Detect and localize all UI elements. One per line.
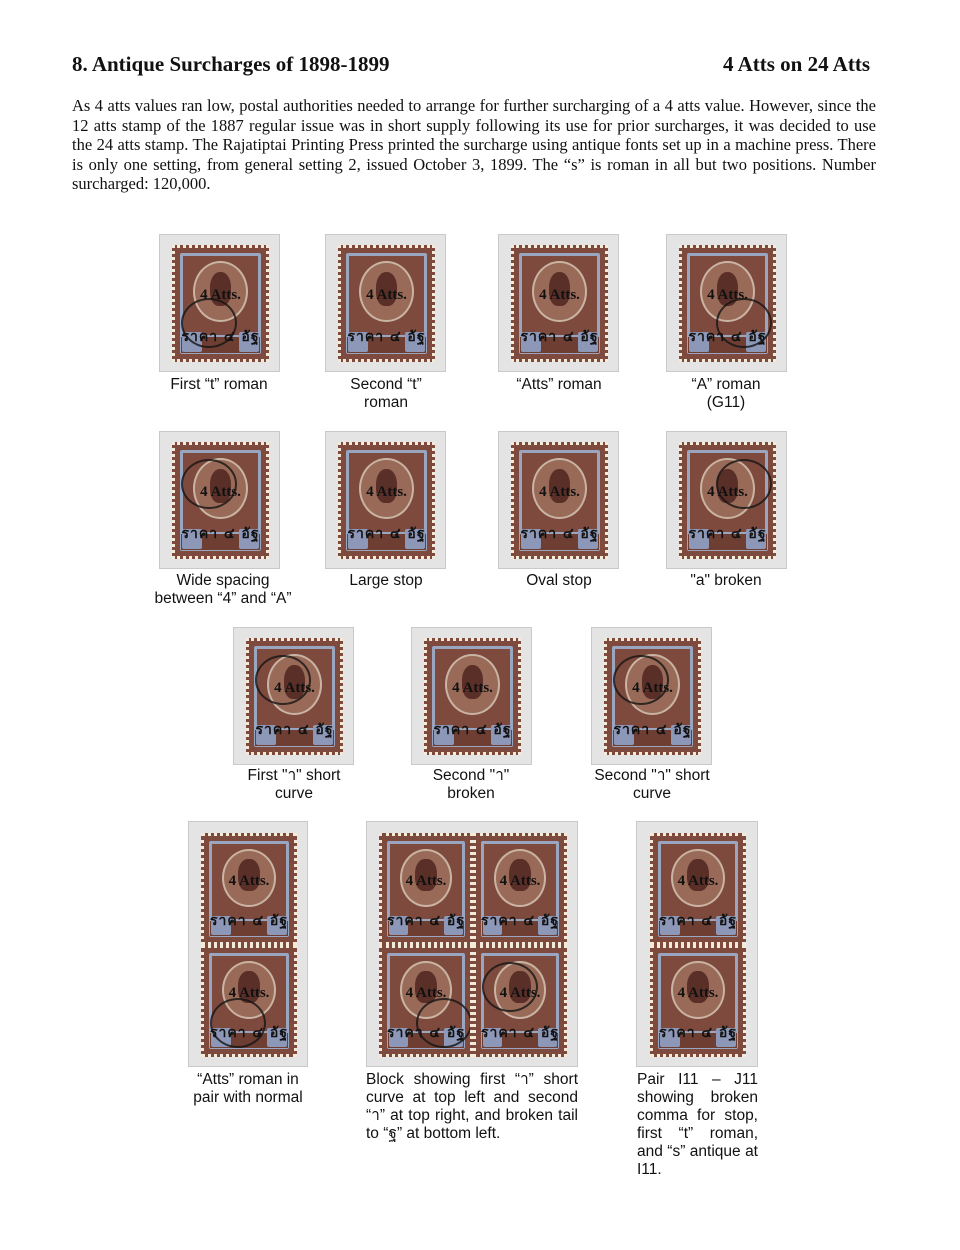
caption: Second “t” roman: [350, 376, 422, 411]
surcharge-overprint: 4 Atts.: [499, 873, 541, 890]
stamp: [473, 833, 567, 945]
stamp-mount: [411, 627, 532, 765]
postmark: [716, 459, 772, 509]
stamp: [172, 245, 269, 362]
surcharge-overprint: 4 Atts.: [405, 873, 447, 890]
surcharge-overprint: 4 Atts.: [539, 286, 580, 303]
stamp: [679, 245, 776, 362]
caption: Large stop: [349, 572, 423, 589]
caption: "a" broken: [690, 572, 762, 589]
stamp: [201, 945, 297, 1057]
stamp: [379, 945, 473, 1057]
thai-value-overprint: ราคา ๔ อัฐ: [520, 525, 599, 542]
thai-value-overprint: ราคา ๔ อัฐ: [658, 913, 738, 930]
stamp: [338, 245, 435, 362]
stamp-mount: [666, 431, 787, 569]
thai-value-overprint: ราคา ๔ อัฐ: [386, 913, 466, 930]
stamp: [338, 442, 435, 559]
postmark: [416, 998, 472, 1048]
thai-value-overprint: ราคา ๔ อัฐ: [480, 1025, 560, 1042]
surcharge-overprint: 4 Atts.: [200, 483, 241, 500]
caption: First "า" short curve: [247, 767, 341, 802]
stamp-mount: [591, 627, 712, 765]
stamp-pair-mount: [188, 821, 308, 1067]
stamp-mount: [159, 431, 280, 569]
stamp: [679, 442, 776, 559]
caption: Second "า" broken: [432, 767, 510, 802]
thai-value-overprint: ราคา ๔ อัฐ: [658, 1025, 738, 1042]
postmark: [716, 298, 772, 348]
surcharge-overprint: 4 Atts.: [677, 985, 719, 1002]
caption: Block showing first “า” short curve at top left and second “า” at top right, and broken tail to “ฐ” at bottom left.: [366, 1071, 578, 1142]
thai-value-overprint: ราคา ๔ อัฐ: [181, 328, 260, 345]
surcharge-overprint: 4 Atts.: [366, 286, 407, 303]
surcharge-overprint: 4 Atts.: [452, 679, 493, 696]
stamp-mount: [666, 234, 787, 372]
surcharge-overprint: 4 Atts.: [366, 483, 407, 500]
stamp-mount: [325, 431, 446, 569]
postmark: [210, 998, 266, 1048]
caption: First “t” roman: [170, 376, 268, 393]
caption: “A” roman (G11): [691, 376, 761, 411]
thai-value-overprint: ราคา ๔ อัฐ: [688, 328, 767, 345]
thai-value-overprint: ราคา ๔ อัฐ: [688, 525, 767, 542]
stamp: [172, 442, 269, 559]
stamp: [201, 833, 297, 945]
stamp-mount: [233, 627, 354, 765]
stamp: [511, 245, 608, 362]
stamp: [246, 638, 343, 755]
postmark: [482, 962, 538, 1012]
thai-value-overprint: ราคา ๔ อัฐ: [209, 913, 289, 930]
stamp: [650, 945, 746, 1057]
thai-value-overprint: ราคา ๔ อัฐ: [181, 525, 260, 542]
caption: “Atts” roman: [516, 376, 602, 393]
surcharge-overprint: 4 Atts.: [228, 873, 270, 890]
stamp-mount: [498, 431, 619, 569]
thai-value-overprint: ราคา ๔ อัฐ: [520, 328, 599, 345]
caption: Pair I11 – J11 showing broken comma for stop, first “t” roman, and “s” antique at I11.: [637, 1071, 758, 1178]
stamp: [379, 833, 473, 945]
caption: Oval stop: [526, 572, 592, 589]
thai-value-overprint: ราคา ๔ อัฐ: [386, 1025, 466, 1042]
stamp-block-mount: [366, 821, 578, 1067]
thai-value-overprint: ราคา ๔ อัฐ: [209, 1025, 289, 1042]
thai-value-overprint: ราคา ๔ อัฐ: [613, 721, 692, 738]
surcharge-overprint: 4 Atts.: [499, 985, 541, 1002]
stamp-mount: [325, 234, 446, 372]
postmark: [181, 298, 237, 348]
surcharge-overprint: 4 Atts.: [200, 286, 241, 303]
issue-title: 4 Atts on 24 Atts: [722, 52, 870, 76]
caption: “Atts” roman in pair with normal: [193, 1071, 303, 1106]
intro-paragraph: As 4 atts values ran low, postal authorities needed to arrange for further surcharging of a 4 atts value. However, since the 12 atts stamp of the 1887 regular issue was in short supply following its use for prior surcharges, it was decided to use the 24 atts stamp. The Rajatiptai Printing Press printed the surcharge using antique fonts set up in a machine press. There is only one setting, from general setting 2, issued October 3, 1899. The “s” is roman in all but two positions. Number surcharged: 120,000.: [72, 96, 876, 193]
surcharge-overprint: 4 Atts.: [677, 873, 719, 890]
stamp: [473, 945, 567, 1057]
surcharge-overprint: 4 Atts.: [707, 483, 748, 500]
section-title: 8. Antique Surcharges of 1898-1899: [72, 52, 390, 76]
thai-value-overprint: ราคา ๔ อัฐ: [433, 721, 512, 738]
caption: Wide spacing between “4” and “A”: [154, 572, 292, 607]
stamp-mount: [498, 234, 619, 372]
surcharge-overprint: 4 Atts.: [539, 483, 580, 500]
postmark: [255, 655, 311, 705]
surcharge-overprint: 4 Atts.: [405, 985, 447, 1002]
surcharge-overprint: 4 Atts.: [707, 286, 748, 303]
surcharge-overprint: 4 Atts.: [274, 679, 315, 696]
stamp: [424, 638, 521, 755]
caption: Second "า" short curve: [594, 767, 710, 802]
stamp: [650, 833, 746, 945]
thai-value-overprint: ราคา ๔ อัฐ: [480, 913, 560, 930]
thai-value-overprint: ราคา ๔ อัฐ: [347, 525, 426, 542]
stamp-mount: [159, 234, 280, 372]
surcharge-overprint: 4 Atts.: [228, 985, 270, 1002]
postmark: [181, 459, 237, 509]
thai-value-overprint: ราคา ๔ อัฐ: [255, 721, 334, 738]
stamp-pair-mount: [636, 821, 758, 1067]
stamp: [604, 638, 701, 755]
thai-value-overprint: ราคา ๔ อัฐ: [347, 328, 426, 345]
postmark: [613, 655, 669, 705]
surcharge-overprint: 4 Atts.: [632, 679, 673, 696]
stamp: [511, 442, 608, 559]
